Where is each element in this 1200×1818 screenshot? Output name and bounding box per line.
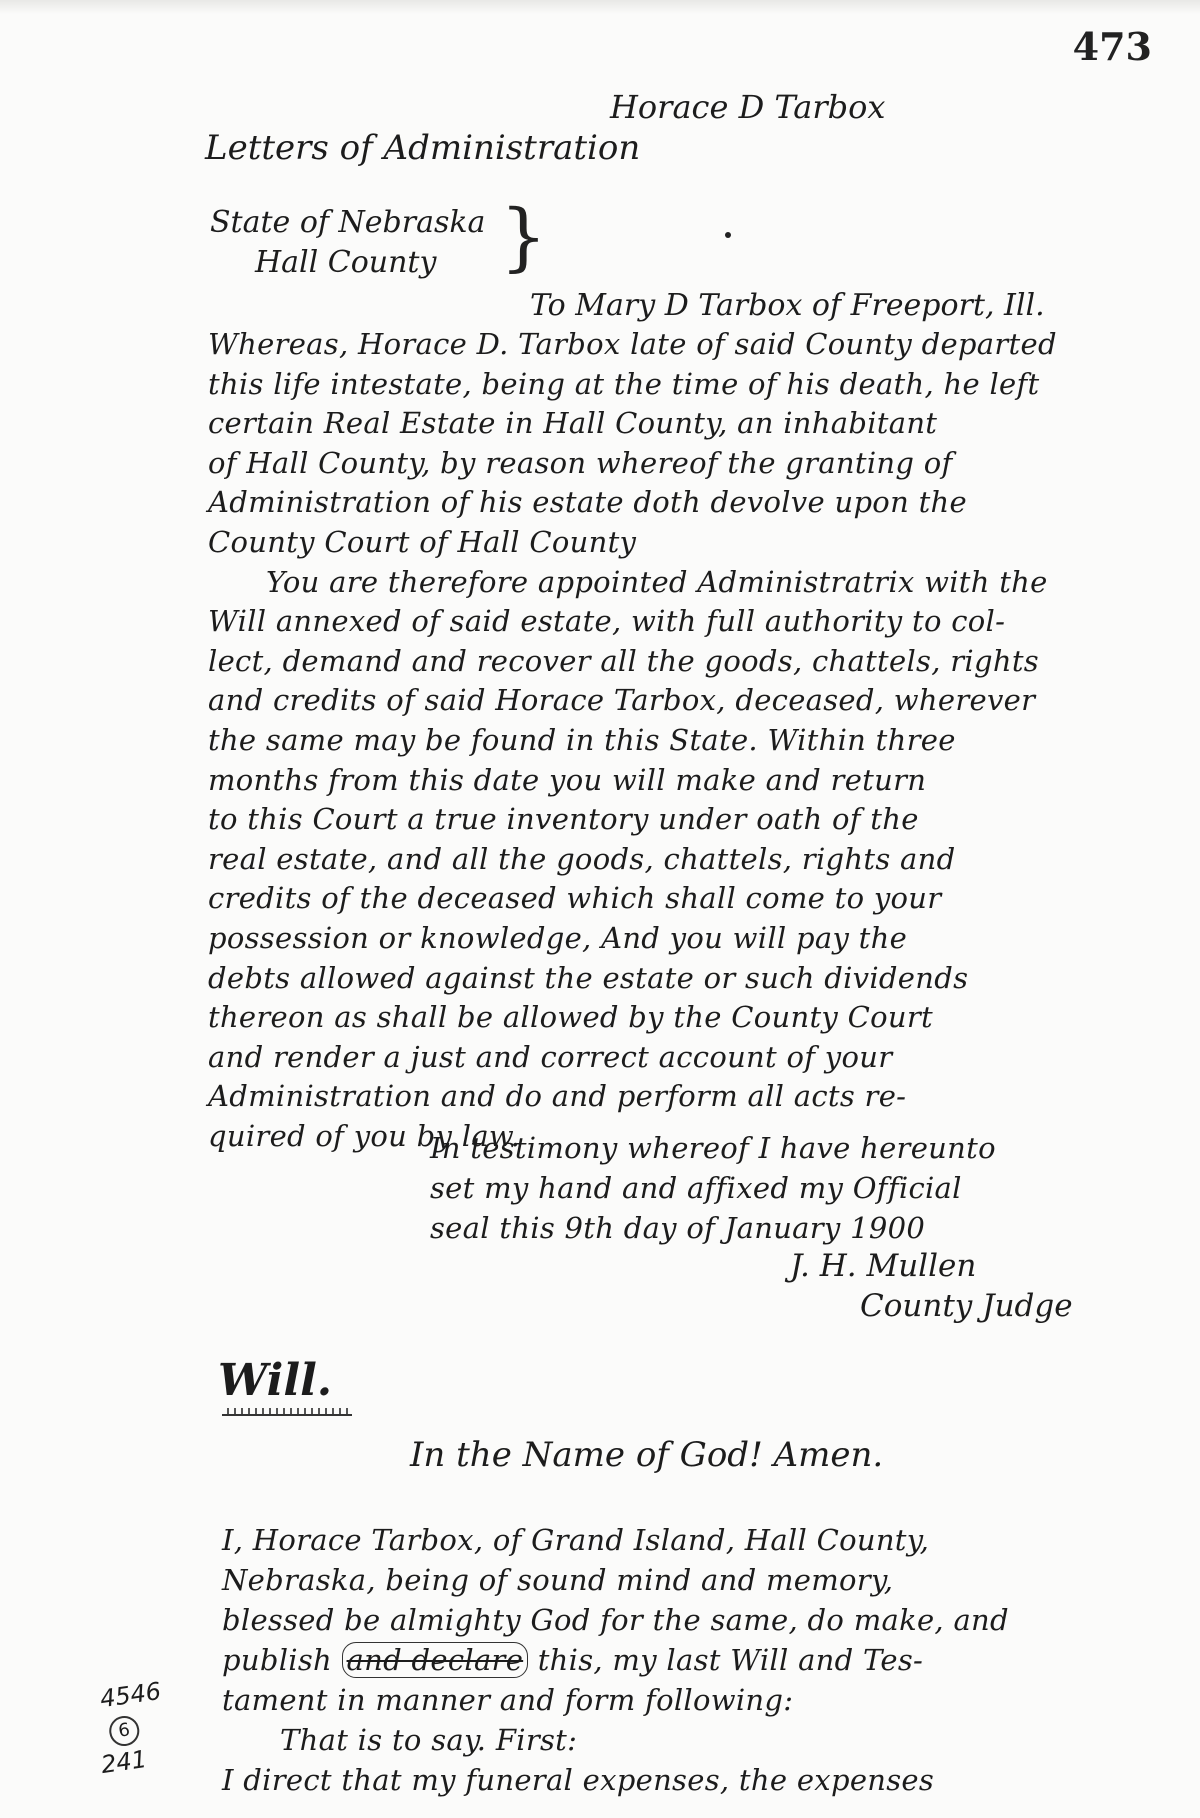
record-name: Horace D Tarbox [610,88,886,126]
margin-note-number: 4546 [98,1676,163,1714]
attestation [430,1128,1150,1248]
ink-dot [725,232,731,238]
will-line: I, Horace Tarbox, of Grand Island, Hall County, [222,1523,930,1557]
struck-text: and declare [342,1642,529,1678]
body-line: You are therefore appointed Administratrix with the [266,564,1048,599]
body-line: lect, demand and recover all the goods, chattels, rights [208,643,1039,678]
attestation-line: set my hand and affixed my Official [430,1171,962,1205]
will-line: tament in manner and form following: [222,1683,794,1717]
margin-note-circled: 6 [107,1714,141,1748]
scan-edge [0,0,1200,14]
signer-title: County Judge [860,1288,1073,1324]
will-line-end: this, my last Will and Tes- [537,1643,924,1677]
will-line: Nebraska, being of sound mind and memory, [222,1563,894,1597]
document-heading: Letters of Administration [205,128,641,168]
attestation-line: In testimony whereof I have hereunto [430,1131,996,1165]
body-line: quired of you by law. [208,1118,521,1153]
will-line: blessed be almighty God for the same, do make, and [222,1603,1009,1637]
will-heading-underline [222,1408,352,1416]
will-heading: Will. [218,1355,333,1406]
body-line: real estate, and all the goods, chattels, rights and [208,841,956,876]
body-line: certain Real Estate in Hall County, an inhabitant [208,406,938,441]
address-line: To Mary D Tarbox of Freeport, Ill. [530,288,1045,323]
body-line: Will annexed of said estate, with full authority to col- [208,604,1006,639]
will-body [222,1520,1162,1800]
signer-signature: J. H. Mullen [790,1248,977,1284]
body-line: debts allowed against the estate or such dividends [208,960,969,995]
body-line: and render a just and correct account of your [208,1039,893,1074]
attestation-line: seal this 9th day of January 1900 [430,1211,926,1245]
venue-state: State of Nebraska [210,205,486,240]
body-line: County Court of Hall County [208,524,637,559]
body-line: this life intestate, being at the time of his death, he left [208,366,1040,401]
body-line: to this Court a true inventory under oath of the [208,802,919,837]
body-line: months from this date you will make and return [208,762,927,797]
body-line: of Hall County, by reason whereof the granting of [208,445,953,480]
body-line: the same may be found in this State. Within three [208,722,956,757]
will-line-start: publish [222,1643,333,1677]
body-line: and credits of said Horace Tarbox, deceased, wherever [208,683,1036,718]
margin-note-page-ref: 241 [99,1744,149,1780]
body-line: credits of the deceased which shall come to your [208,881,942,916]
body-line: Administration of his estate doth devolve upon the [208,485,967,520]
venue-brace: } [500,194,548,280]
body-line: Whereas, Horace D. Tarbox late of said County departed [208,327,1057,361]
will-line: That is to say. First: [280,1723,578,1757]
will-line: I direct that my funeral expenses, the expenses [222,1763,935,1797]
venue-county: Hall County [255,245,437,280]
page-number: 473 [1072,24,1152,69]
margin-note [98,1676,163,1780]
body-line: thereon as shall be allowed by the County Court [208,1000,933,1035]
will-invocation: In the Name of God! Amen. [410,1435,884,1475]
body-line: possession or knowledge, And you will pay the [208,920,908,955]
body-line: Administration and do and perform all acts re- [208,1079,907,1114]
will-line [222,1640,1162,1680]
letters-body [208,325,1158,1156]
